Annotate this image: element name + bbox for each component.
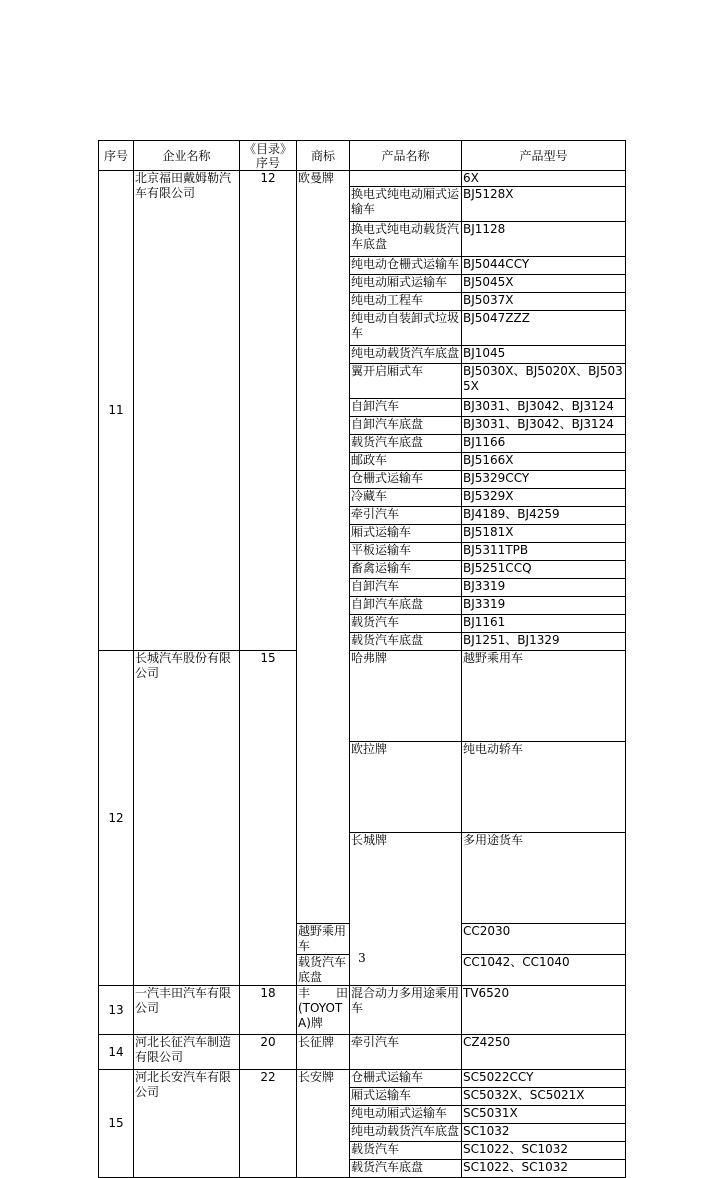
company-name: 长城汽车股份有限公司 xyxy=(134,651,240,986)
product-name: 换电式纯电动厢式运输车 xyxy=(350,187,462,222)
product-name: 冷藏车 xyxy=(350,489,462,507)
product-model: BJ5037X xyxy=(462,293,626,311)
product-name: 纯电动厢式运输车 xyxy=(350,275,462,293)
product-model: BJ4189、BJ4259 xyxy=(462,507,626,525)
product-name: 载货汽车底盘 xyxy=(350,633,462,651)
brand-name: 欧拉牌 xyxy=(350,742,462,833)
product-model: BJ5128X xyxy=(462,187,626,222)
product-model: TV6520 xyxy=(462,986,626,1035)
catalog-seq: 22 xyxy=(240,1070,297,1178)
product-name: 纯电动厢式运输车 xyxy=(350,1106,462,1124)
company-name: 北京福田戴姆勒汽车有限公司 xyxy=(134,171,240,651)
product-model: SC5032X、SC5021X xyxy=(462,1088,626,1106)
product-model: BJ5329X xyxy=(462,489,626,507)
company-name: 河北长安汽车有限公司 xyxy=(134,1070,240,1178)
catalog-seq: 20 xyxy=(240,1035,297,1070)
header-product-name: 产品名称 xyxy=(350,141,462,171)
product-model: BJ1161 xyxy=(462,615,626,633)
product-model: BJ1251、BJ1329 xyxy=(462,633,626,651)
product-name: 纯电动工程车 xyxy=(350,293,462,311)
product-name: 载货汽车 xyxy=(350,1142,462,1160)
product-model: 6X xyxy=(462,171,626,187)
row-seq: 14 xyxy=(99,1035,134,1070)
product-name: 混合动力多用途乘用车 xyxy=(350,986,462,1035)
product-model: BJ3031、BJ3042、BJ3124 xyxy=(462,417,626,435)
row-seq: 11 xyxy=(99,171,134,651)
product-model: BJ5045X xyxy=(462,275,626,293)
product-model: BJ3031、BJ3042、BJ3124 xyxy=(462,399,626,417)
product-model: SC5031X xyxy=(462,1106,626,1124)
table-header-row xyxy=(99,141,626,171)
table-row xyxy=(99,1070,626,1088)
product-name: 纯电动仓栅式运输车 xyxy=(350,257,462,275)
product-model: BJ3319 xyxy=(462,597,626,615)
header-brand: 商标 xyxy=(297,141,350,171)
product-model: BJ5030X、BJ5020X、BJ5035X xyxy=(462,364,626,399)
catalog-seq: 18 xyxy=(240,986,297,1035)
product-name: 纯电动轿车 xyxy=(462,742,626,833)
product-model: SC1022、SC1032 xyxy=(462,1142,626,1160)
product-model: BJ5329CCY xyxy=(462,471,626,489)
product-model: BJ1166 xyxy=(462,435,626,453)
product-name: 多用途货车 xyxy=(462,833,626,924)
header-catalog-seq: 《目录》序号 xyxy=(240,141,297,171)
product-model: SC5022CCY xyxy=(462,1070,626,1088)
table-body xyxy=(99,171,626,1178)
product-model: SC1032 xyxy=(462,1124,626,1142)
product-name: 越野乘用车 xyxy=(462,651,626,742)
brand-name-part: 田 xyxy=(335,986,348,1000)
product-name: 载货汽车底盘 xyxy=(297,955,350,986)
product-model: BJ5181X xyxy=(462,525,626,543)
brand-name xyxy=(297,986,350,1035)
table-row xyxy=(99,986,626,1035)
product-model: BJ3319 xyxy=(462,579,626,597)
brand-name: 哈弗牌 xyxy=(350,651,462,742)
product-model: CC2030 xyxy=(462,924,626,955)
product-name: 纯电动载货汽车底盘 xyxy=(350,346,462,364)
product-model: BJ5166X xyxy=(462,453,626,471)
product-name: 载货汽车底盘 xyxy=(350,435,462,453)
table-row xyxy=(99,651,626,742)
product-name: 厢式运输车 xyxy=(350,525,462,543)
product-name: 邮政车 xyxy=(350,453,462,471)
product-name: 厢式运输车 xyxy=(350,1088,462,1106)
product-name: 牵引汽车 xyxy=(350,507,462,525)
product-name: 越野乘用车 xyxy=(297,924,350,955)
product-model: BJ5251CCQ xyxy=(462,561,626,579)
company-name: 一汽丰田汽车有限公司 xyxy=(134,986,240,1035)
product-name: 牵引汽车 xyxy=(350,1035,462,1070)
header-product-model: 产品型号 xyxy=(462,141,626,171)
brand-name: 长征牌 xyxy=(297,1035,350,1070)
product-name: 换电式纯电动载货汽车底盘 xyxy=(350,222,462,257)
brand-name: 长城牌 xyxy=(350,833,462,986)
header-company: 企业名称 xyxy=(134,141,240,171)
header-seq: 序号 xyxy=(99,141,134,171)
product-model: BJ5047ZZZ xyxy=(462,311,626,346)
product-model: BJ5044CCY xyxy=(462,257,626,275)
brand-name-part: 丰 xyxy=(298,986,311,1000)
product-name: 自卸汽车底盘 xyxy=(350,417,462,435)
brand-name: 长安牌 xyxy=(297,1070,350,1178)
page-number: 3 xyxy=(358,951,366,965)
product-name: 翼开启厢式车 xyxy=(350,364,462,399)
product-model: CC1042、CC1040 xyxy=(462,955,626,986)
product-name: 仓栅式运输车 xyxy=(350,1070,462,1088)
brand-name: 欧曼牌 xyxy=(297,171,350,924)
row-seq: 12 xyxy=(99,651,134,986)
product-name: 自卸汽车 xyxy=(350,399,462,417)
vehicle-catalog-table xyxy=(98,140,626,1178)
product-name: 畜禽运输车 xyxy=(350,561,462,579)
table-row xyxy=(99,1035,626,1070)
product-name: 纯电动自装卸式垃圾车 xyxy=(350,311,462,346)
product-name: 平板运输车 xyxy=(350,543,462,561)
product-name: 纯电动载货汽车底盘 xyxy=(350,1124,462,1142)
product-name xyxy=(350,171,462,187)
brand-name-line xyxy=(298,986,348,1001)
brand-name-part: (TOYOTA)牌 xyxy=(298,1001,343,1030)
product-name: 自卸汽车 xyxy=(350,579,462,597)
product-name: 仓栅式运输车 xyxy=(350,471,462,489)
product-name: 载货汽车 xyxy=(350,615,462,633)
product-model: BJ1128 xyxy=(462,222,626,257)
catalog-seq: 15 xyxy=(240,651,297,986)
product-name: 载货汽车底盘 xyxy=(350,1160,462,1178)
row-seq: 13 xyxy=(99,986,134,1035)
product-model: CZ4250 xyxy=(462,1035,626,1070)
product-name: 自卸汽车底盘 xyxy=(350,597,462,615)
catalog-seq: 12 xyxy=(240,171,297,651)
product-model: BJ5311TPB xyxy=(462,543,626,561)
product-model: BJ1045 xyxy=(462,346,626,364)
table-row xyxy=(99,171,626,187)
product-model: SC1022、SC1032 xyxy=(462,1160,626,1178)
company-name: 河北长征汽车制造有限公司 xyxy=(134,1035,240,1070)
row-seq: 15 xyxy=(99,1070,134,1178)
